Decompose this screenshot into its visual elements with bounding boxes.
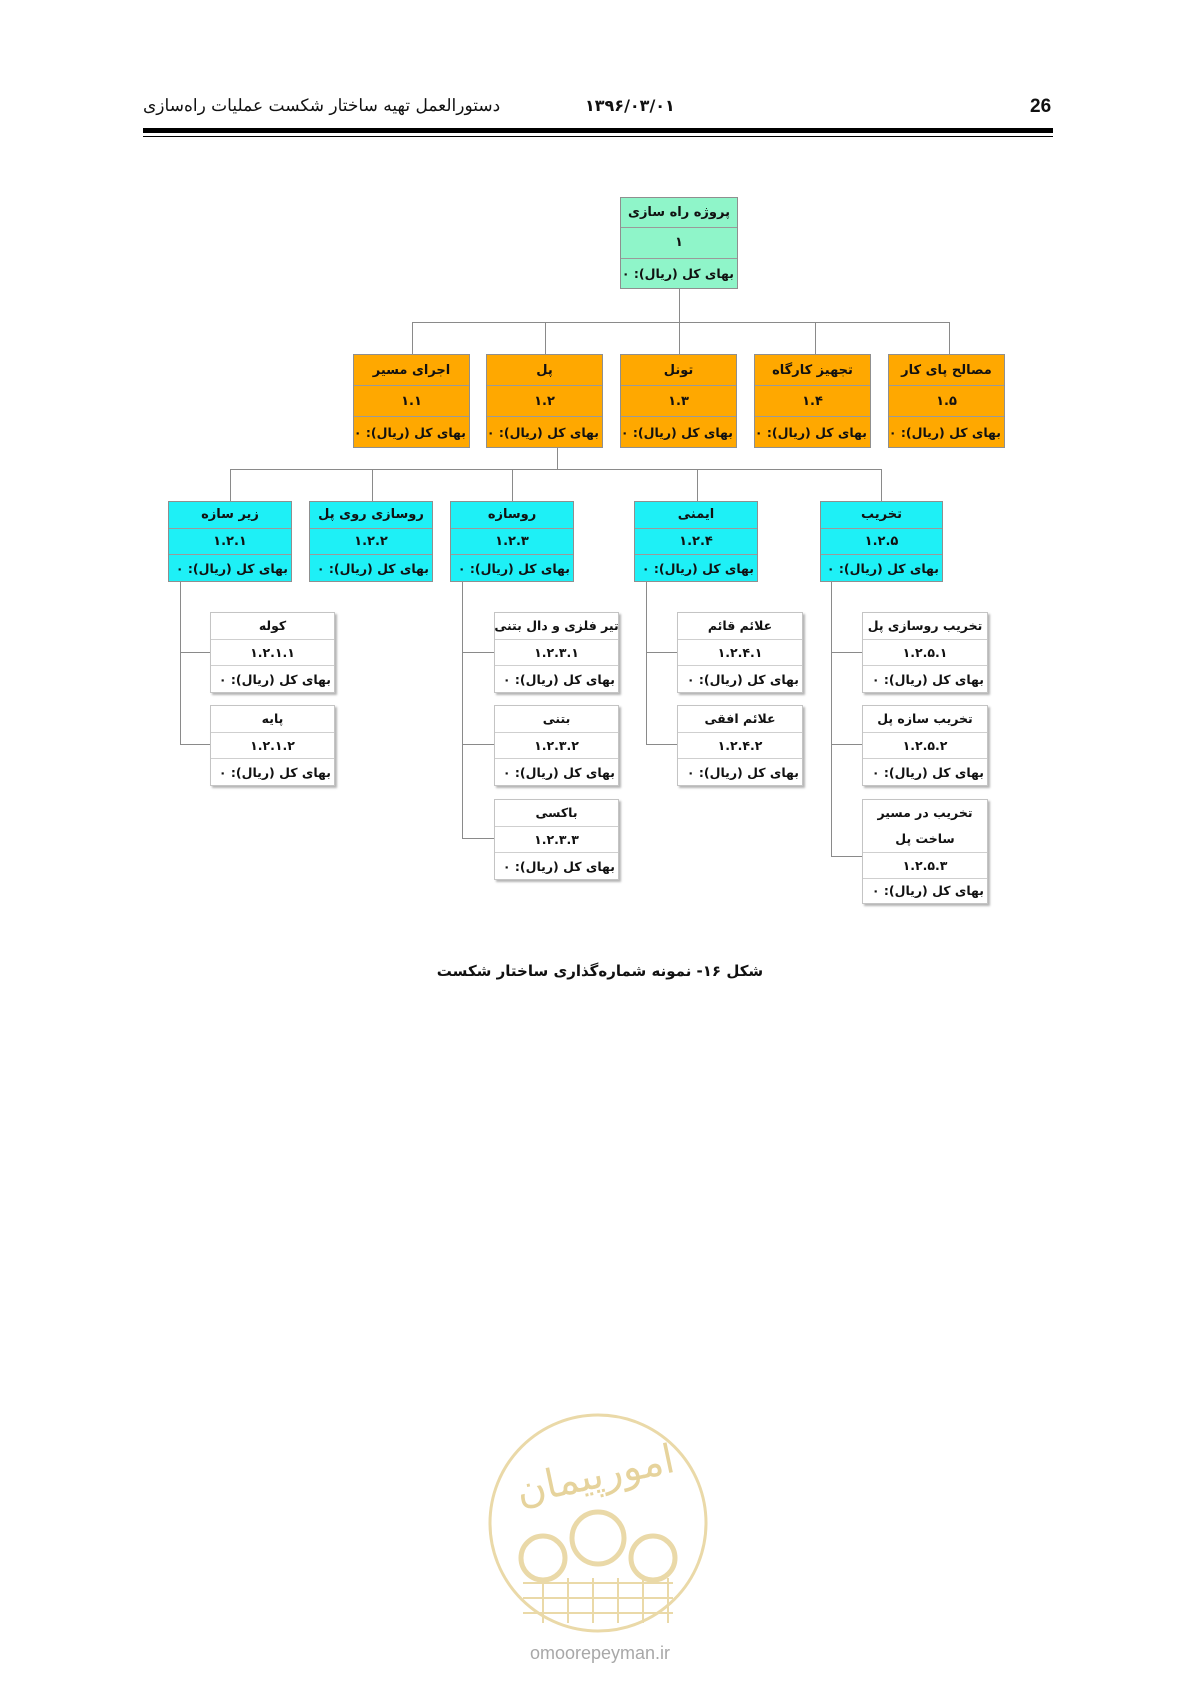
node-code: ۱.۲.۱: [169, 529, 291, 556]
wbs-node-1-2-5: [820, 501, 943, 582]
node-cost: بهای کل (ریال): ۰: [502, 671, 615, 687]
wbs-node-1-2-1: [168, 501, 292, 582]
connector: [462, 744, 494, 745]
wbs-node-root: [620, 197, 738, 289]
figure-caption: شکل ۱۶- نمونه شماره‌گذاری ساختار شکست: [436, 962, 764, 980]
header-date: ۱۳۹۶/۰۳/۰۱: [585, 96, 675, 115]
wbs-node-1-2-1-2: [210, 705, 335, 786]
node-code: ۱.۲.۵.۲: [863, 733, 987, 760]
wbs-node-1-1: [353, 354, 470, 448]
connector: [831, 856, 862, 857]
wbs-node-1-2-1-1: [210, 612, 335, 693]
node-cost: بهای کل (ریال): ۰: [316, 560, 429, 576]
connector: [679, 289, 680, 322]
node-cost: بهای کل (ریال): ۰: [353, 424, 466, 440]
node-name: باکسی: [495, 800, 618, 827]
wbs-node-1-2-3-3: [494, 799, 619, 880]
node-name: مصالح پای کار: [889, 355, 1004, 386]
node-cost: بهای کل (ریال): ۰: [641, 560, 754, 576]
header-title: دستورالعمل تهیه ساختار شکست عملیات راه‌سازی: [143, 96, 501, 116]
node-name: پایه: [211, 706, 334, 733]
node-code: ۱.۱: [354, 386, 469, 417]
footer-site: omoorepeyman.ir: [529, 1643, 671, 1663]
node-code: ۱.۲.۴.۲: [678, 733, 802, 760]
connector: [557, 448, 558, 469]
connector: [949, 322, 950, 354]
wbs-node-1-2-2: [309, 501, 433, 582]
connector: [462, 838, 494, 839]
node-code: ۱.۳: [621, 386, 736, 417]
node-cost: بهای کل (ریال): ۰: [175, 560, 288, 576]
node-code: ۱.۲.۳.۱: [495, 640, 618, 667]
node-code: ۱.۴: [755, 386, 870, 417]
wbs-node-1-2-4-1: [677, 612, 803, 693]
wbs-node-1-3: [620, 354, 737, 448]
node-name: علائم قائم: [678, 613, 802, 640]
node-code: ۱: [621, 228, 737, 258]
node-code: ۱.۲.۳.۳: [495, 827, 618, 854]
node-name: بتنی: [495, 706, 618, 733]
node-code: ۱.۲.۲: [310, 529, 432, 556]
node-code: ۱.۲.۴.۱: [678, 640, 802, 667]
connector: [831, 744, 862, 745]
node-cost: بهای کل (ریال): ۰: [826, 560, 939, 576]
node-cost: بهای کل (ریال): ۰: [502, 764, 615, 780]
connector: [180, 652, 210, 653]
connector: [372, 469, 373, 501]
connector: [831, 652, 862, 653]
connector: [462, 582, 463, 839]
node-cost: بهای کل (ریال): ۰: [686, 671, 799, 687]
connector: [180, 744, 210, 745]
wbs-node-1-2: [486, 354, 603, 448]
wbs-node-1-2-4-2: [677, 705, 803, 786]
connector: [831, 582, 832, 857]
node-cost: بهای کل (ریال): ۰: [686, 764, 799, 780]
node-cost: بهای کل (ریال): ۰: [621, 265, 734, 281]
wbs-node-1-2-3-2: [494, 705, 619, 786]
node-name: پل: [487, 355, 602, 386]
svg-text:امورپیمان: امورپیمان: [512, 1436, 679, 1515]
node-name: زیر سازه: [169, 502, 291, 529]
node-code: ۱.۲.۱.۱: [211, 640, 334, 667]
node-cost: بهای کل (ریال): ۰: [871, 671, 984, 687]
connector: [545, 322, 546, 354]
connector: [679, 322, 680, 354]
connector: [512, 469, 513, 501]
node-name: علائم افقی: [678, 706, 802, 733]
node-cost: بهای کل (ریال): ۰: [754, 424, 867, 440]
wbs-node-1-2-5-1: [862, 612, 988, 693]
wbs-node-1-2-3: [450, 501, 574, 582]
node-code: ۱.۲.۱.۲: [211, 733, 334, 760]
node-cost: بهای کل (ریال): ۰: [218, 671, 331, 687]
node-name: تخریب در مسیر ساخت پل: [863, 800, 987, 853]
node-cost: بهای کل (ریال): ۰: [502, 858, 615, 874]
node-code: ۱.۲.۳: [451, 529, 573, 556]
node-name: تخریب: [821, 502, 942, 529]
node-cost: بهای کل (ریال): ۰: [457, 560, 570, 576]
connector: [697, 469, 698, 501]
connector: [230, 469, 881, 470]
node-name: تیر فلزی و دال بتنی: [495, 613, 618, 640]
node-code: ۱.۲.۳.۲: [495, 733, 618, 760]
node-code: ۱.۲.۴: [635, 529, 757, 556]
node-name: روسازه: [451, 502, 573, 529]
connector: [462, 652, 494, 653]
node-code: ۱.۵: [889, 386, 1004, 417]
node-name: کوله: [211, 613, 334, 640]
wbs-node-1-2-4: [634, 501, 758, 582]
wbs-node-1-5: [888, 354, 1005, 448]
node-name: روسازی روی پل: [310, 502, 432, 529]
node-name: پروژه راه سازی: [621, 198, 737, 228]
node-cost: بهای کل (ریال): ۰: [888, 424, 1001, 440]
connector: [230, 469, 231, 501]
connector: [881, 469, 882, 501]
node-cost: بهای کل (ریال): ۰: [486, 424, 599, 440]
wbs-node-1-2-5-2: [862, 705, 988, 786]
connector: [412, 322, 413, 354]
connector: [412, 322, 950, 323]
page-number: 26: [1030, 96, 1052, 117]
omoorepeyman-seal-icon: [483, 1408, 713, 1638]
connector: [646, 744, 677, 745]
wbs-node-1-2-5-3: [862, 799, 988, 904]
connector: [180, 582, 181, 745]
node-cost: بهای کل (ریال): ۰: [218, 764, 331, 780]
node-name: تخریب سازه پل: [863, 706, 987, 733]
node-name: تخریب روسازی پل: [863, 613, 987, 640]
node-name: تجهیز کارگاه: [755, 355, 870, 386]
node-name: تونل: [621, 355, 736, 386]
node-cost: بهای کل (ریال): ۰: [871, 883, 984, 899]
connector: [815, 322, 816, 354]
wbs-node-1-2-3-1: [494, 612, 619, 693]
connector: [646, 582, 647, 745]
node-code: ۱.۲: [487, 386, 602, 417]
node-code: ۱.۲.۵: [821, 529, 942, 556]
connector: [646, 652, 677, 653]
node-name: اجرای مسیر: [354, 355, 469, 386]
node-code: ۱.۲.۵.۱: [863, 640, 987, 667]
node-code: ۱.۲.۵.۳: [863, 853, 987, 879]
wbs-node-1-4: [754, 354, 871, 448]
node-name: ایمنی: [635, 502, 757, 529]
node-cost: بهای کل (ریال): ۰: [620, 424, 733, 440]
node-cost: بهای کل (ریال): ۰: [871, 764, 984, 780]
